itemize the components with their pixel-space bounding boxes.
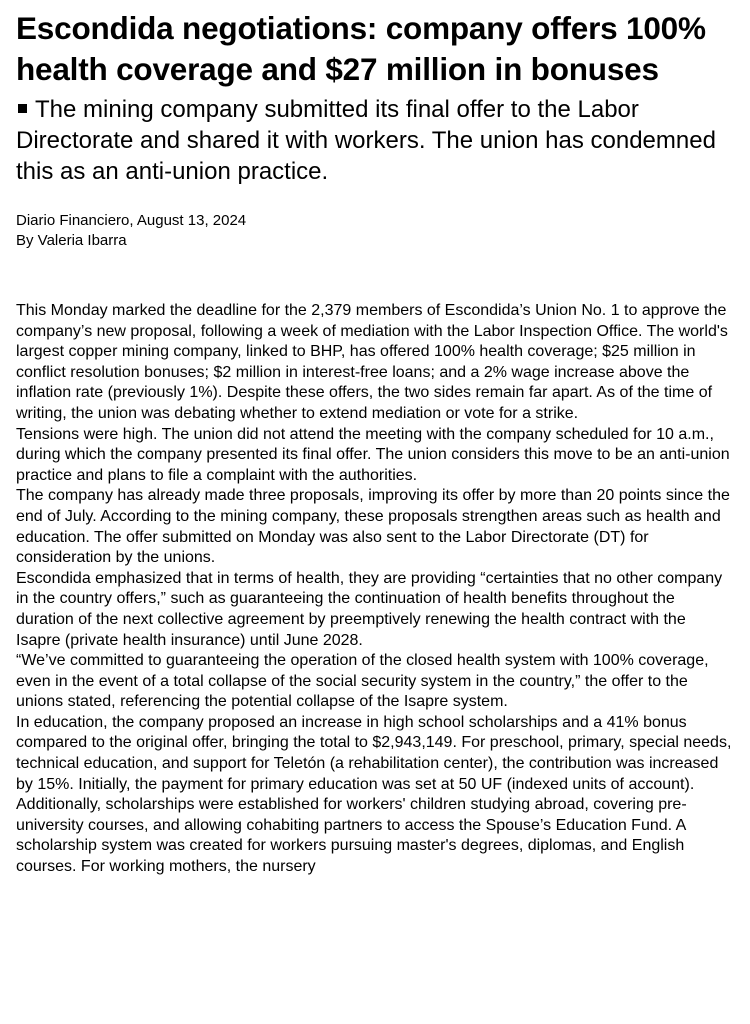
paragraph: Additionally, scholarships were established for workers' children studying abroad, covering pre-university courses, and allowing cohabiting partners to access the Spouse’s Education Fund. A scholarship system was created for workers pursuing master's degrees, diplomas, and English courses. For working mothers, the nursery: [16, 796, 687, 876]
article-meta: [16, 211, 734, 251]
byline: By Valeria Ibarra: [16, 232, 127, 249]
paragraph: The company has already made three proposals, improving its offer by more than 20 points since the end of July. According to the mining company, these proposals strengthen areas such as health and education. The offer submitted on Monday was also sent to the Labor Directorate (DT) for consideration by the unions.: [16, 487, 730, 567]
paragraph: Escondida emphasized that in terms of health, they are providing “certainties that no other company in the country offers,” such as guaranteeing the continuation of health benefits throughout the duration of the next collective agreement by preemptively renewing the health contract with the Isapre (private health insurance) until June 2028.: [16, 569, 723, 649]
source-date: Diario Financiero, August 13, 2024: [16, 212, 247, 229]
paragraph: In education, the company proposed an increase in high school scholarships and a 41% bonus compared to the original offer, bringing the total to $2,943,149. For preschool, primary, special needs, technical education, and support for Teletón (a rehabilitation center), the contribution was increased by 15%. Initially, the payment for primary education was set at 50 UF (indexed units of account).: [16, 713, 732, 793]
paragraph: “We’ve committed to guaranteeing the operation of the closed health system with 100% coverage, even in the event of a total collapse of the social security system in the country,” the offer to the unions stated, referencing the potential collapse of the Isapre system.: [16, 652, 709, 711]
article-subheadline: [16, 94, 734, 187]
paragraph: This Monday marked the deadline for the 2,379 members of Escondida’s Union No. 1 to approve the company’s new proposal, following a week of mediation with the Labor Inspection Office. The world's largest copper mining company, linked to BHP, has offered 100% health coverage; $25 million in conflict resolution bonuses; $2 million in interest-free loans; and a 2% wage increase above the inflation rate (previously 1%). Despite these offers, the two sides remain far apart. As of the time of writing, the union was debating whether to extend mediation or vote for a strike.: [16, 302, 728, 422]
article-body: [16, 301, 734, 878]
subheadline-text: The mining company submitted its final offer to the Labor Directorate and shared it with workers. The union has condemned this as an anti-union practice.: [16, 96, 716, 185]
square-bullet-icon: [18, 104, 27, 113]
paragraph: Tensions were high. The union did not attend the meeting with the company scheduled for 10 a.m., during which the company presented its final offer. The union considers this move to be an anti-union practice and plans to file a complaint with the authorities.: [16, 425, 730, 484]
article-headline: Escondida negotiations: company offers 100% health coverage and $27 million in bonuses: [16, 10, 706, 87]
